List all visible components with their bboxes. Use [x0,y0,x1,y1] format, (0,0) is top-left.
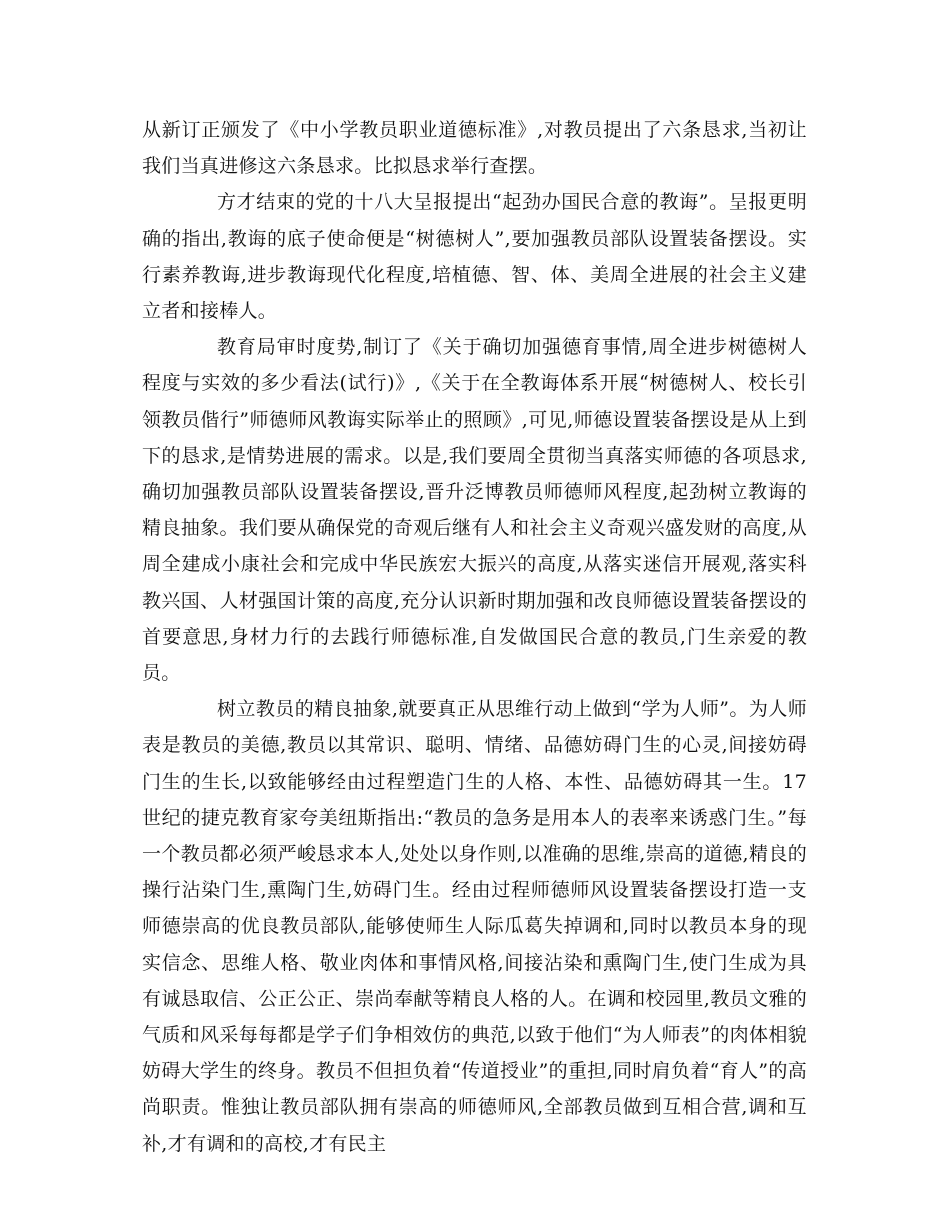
paragraph-2: 方才结束的党的十八大呈报提出“起劲办国民合意的教诲”。呈报更明确的指出,教诲的底子使命便是“树德树人”,要加强教员部队设置装备摆设。实行素养教诲,进步教诲现代化程度,培植德、智、体、美周全进展的社会主义建立者和接棒人。 [142,191,807,323]
paragraph-4: 树立教员的精良抽象,就要真正从思维行动上做到“学为人师”。为人师表是教员的美德,教员以其常识、聪明、情绪、品德妨碍门生的心灵,间接妨碍门生的生长,以致能够经由过程塑造门生的人格、本性、品德妨碍其一生。17世纪的捷克教育家夸美纽斯指出:“教员的急务是用本人的表率来诱惑门生。”每一个教员都必须严峻恳求本人,处处以身作则,以准确的思维,崇高的道德,精良的操行沾染门生,熏陶门生,妨碍门生。经由过程师德师风设置装备摆设打造一支师德崇高的优良教员部队,能够使师生人际瓜葛失掉调和,同时以教员本身的现实信念、思维人格、敬业肉体和事情风格,间接沾染和熏陶门生,使门生成为具有诚恳取信、公正公正、崇尚奉献等精良人格的人。在调和校园里,教员文雅的气质和风采每每都是学子们争相效仿的典范,以致于他们“为人师表”的肉体相貌妨碍大学生的终身。教员不但担负着“传道授业”的重担,同时肩负着“育人”的高尚职责。惟独让教员部队拥有崇高的师德师风,全部教员做到互相合营,调和互补,才有调和的高校,才有民主 [142,698,807,1155]
paragraph-3: 教育局审时度势,制订了《关于确切加强德育事情,周全进步树德树人程度与实效的多少看法(试行)》,《关于在全教诲体系开展“树德树人、校长引领教员偕行”师德师风教诲实际举止的照顾》,可见,师德设置装备摆设是从上到下的恳求,是情势进展的需求。以是,我们要周全贯彻当真落实师德的各项恳求,确切加强教员部队设置装备摆设,晋升泛博教员师德师风程度,起劲树立教诲的精良抽象。我们要从确保党的奇观后继有人和社会主义奇观兴盛发财的高度,从周全建成小康社会和完成中华民族宏大振兴的高度,从落实迷信开展观,落实科教兴国、人材强国计策的高度,充分认识新时期加强和改良师德设置装备摆设的首要意思,身材力行的去践行师德标准,自发做国民合意的教员,门生亲爱的教员。 [142,336,807,685]
document-body [142,112,807,1162]
paragraph-1: 从新订正颁发了《中小学教员职业道德标准》,对教员提出了六条恳求,当初让我们当真进修这六条恳求。比拟恳求举行查摆。 [142,119,807,178]
